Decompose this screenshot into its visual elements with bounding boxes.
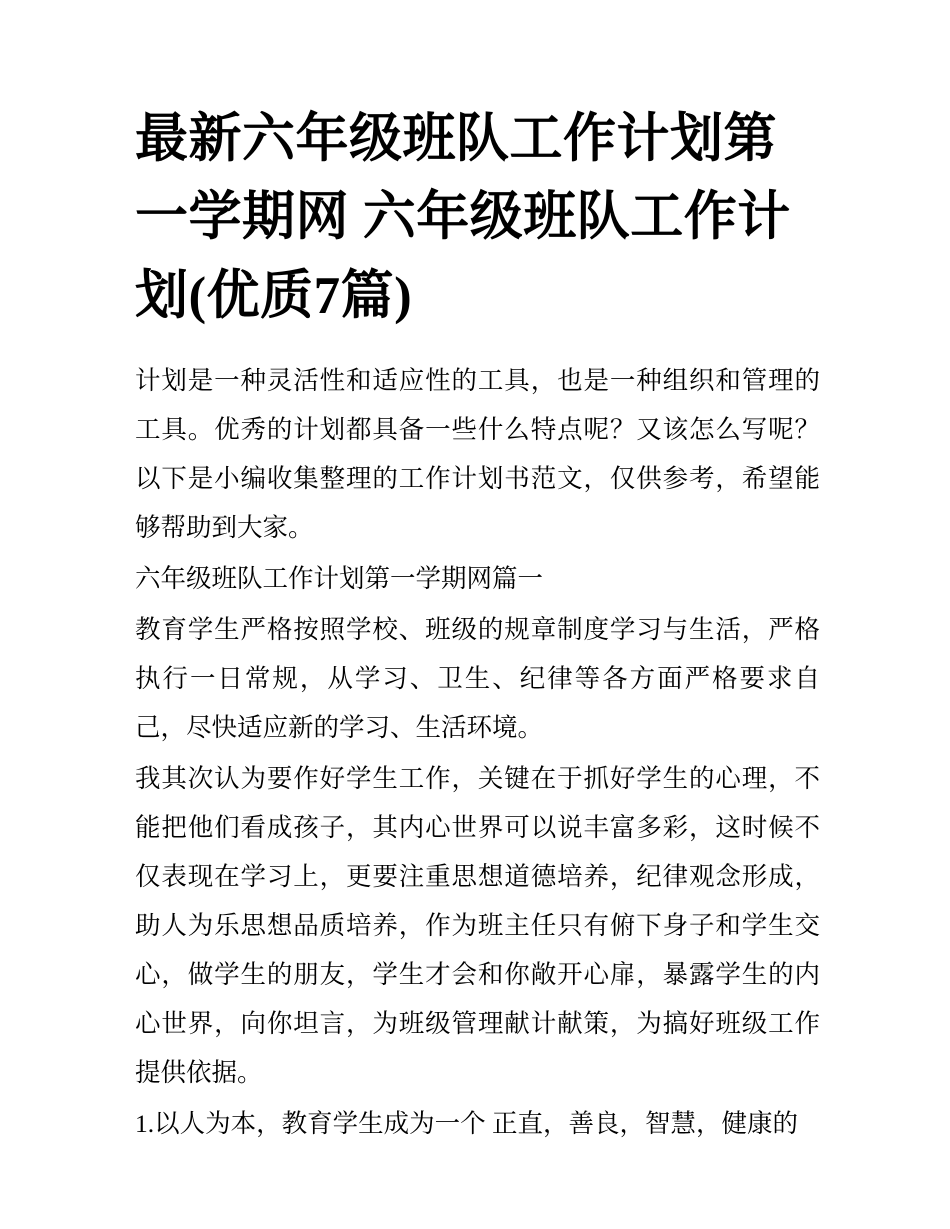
paragraph-body-2: 我其次认为要作好学生工作，关键在于抓好学生的心理，不能把他们看成孩子，其内心世界可以说丰富多彩，这时候不仅表现在学习上，更要注重思想道德培养，纪律观念形成，助人为乐思想品质培养，作为班主任只有俯下身子和学生交心，做学生的朋友，学生才会和你敞开心扉，暴露学生的内心世界，向你坦言，为班级管理献计献策，为搞好班级工作提供依据。: [135, 763, 820, 1087]
paragraph-list-item-1: 1.以人为本，教育学生成为一个 正直，善良，智慧，健康的: [135, 1108, 799, 1138]
paragraph-intro: 计划是一种灵活性和适应性的工具，也是一种组织和管理的工具。优秀的计划都具备一些什么特点呢？又该怎么写呢？以下是小编收集整理的工作计划书范文，仅供参考，希望能够帮助到大家。: [135, 366, 820, 543]
paragraph-body-1: 教育学生严格按照学校、班级的规章制度学习与生活，严格执行一日常规，从学习、卫生、纪律等各方面严格要求自己，尽快适应新的学习、生活环境。: [135, 615, 820, 742]
paragraph-section-heading: 六年级班队工作计划第一学期网篇一: [135, 564, 544, 594]
page-title: 最新六年级班队工作计划第一学期网 六年级班队工作计划(优质7篇): [135, 110, 791, 325]
